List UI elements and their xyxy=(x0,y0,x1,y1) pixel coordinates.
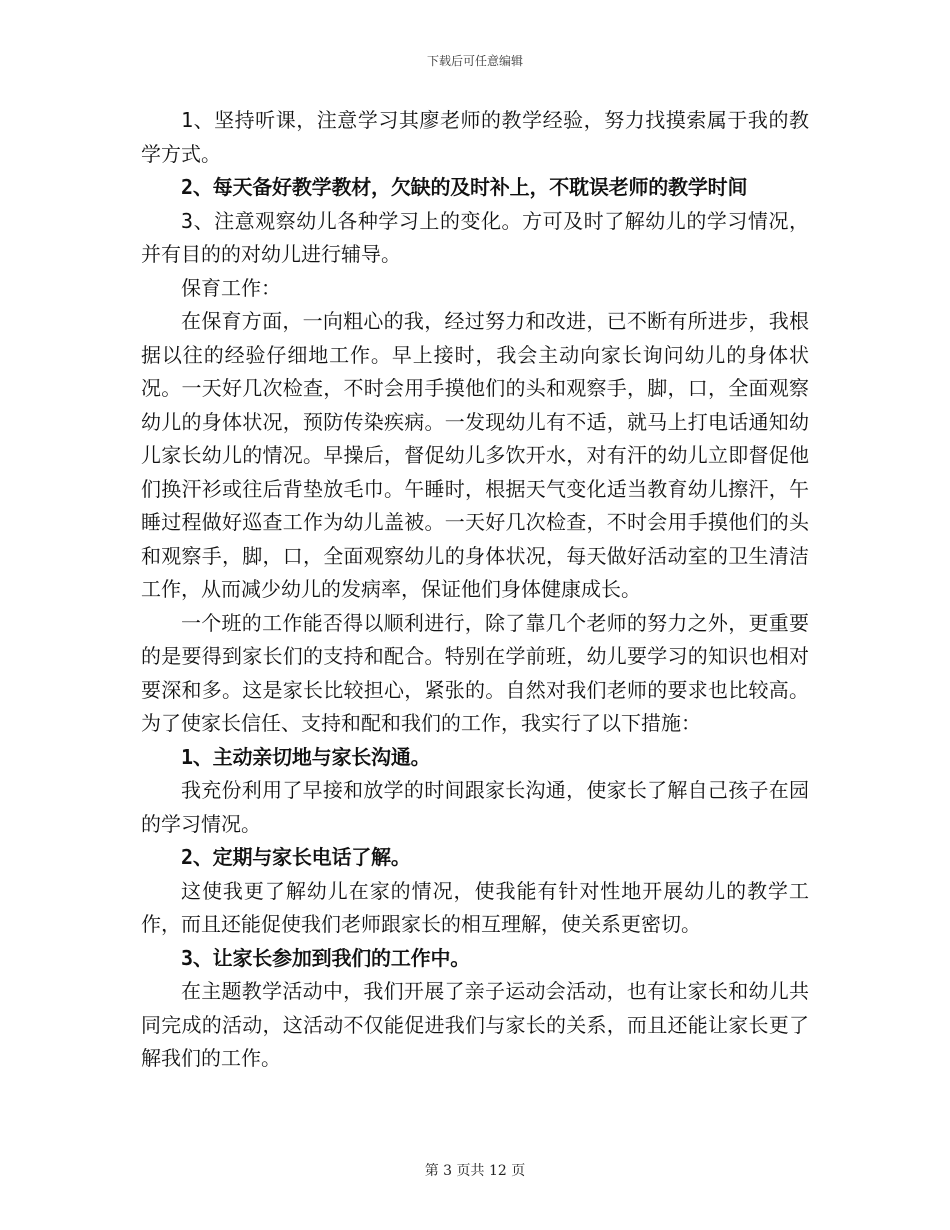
paragraph-5: 在保育方面，一向粗心的我，经过努力和改进，已不断有所进步，我根据以往的经验仔细地工作。早上接时，我会主动向家长询问幼儿的身体状况。一天好几次检查，不时会用手摸他们的头和观察手，脚，口，全面观察幼儿的身体状况，预防传染疾病。一发现幼儿有不适，就马上打电话通知幼儿家长幼儿的情况。早操后，督促幼儿多饮开水，对有汗的幼儿立即督促他们换汗衫或往后背垫放毛巾。午睡时，根据天气变化适当教育幼儿擦汗，午睡过程做好巡查工作为幼儿盖被。一天好几次检查，不时会用手摸他们的头和观察手，脚，口，全面观察幼儿的身体状况，每天做好活动室的卫生清洁工作，从而减少幼儿的发病率，保证他们身体健康成长。 xyxy=(141,309,809,601)
paragraph-1: 1、坚持听课，注意学习其廖老师的教学经验，努力找摸索属于我的教学方式。 xyxy=(141,108,809,166)
paragraph-6: 一个班的工作能否得以顺利进行，除了靠几个老师的努力之外，更重要的是要得到家长们的支持和配合。特别在学前班，幼儿要学习的知识也相对要深和多。这是家长比较担心，紧张的。自然对我们老师的要求也比较高。为了使家长信任、支持和配和我们的工作，我实行了以下措施： xyxy=(141,610,809,735)
document-body xyxy=(141,104,809,1076)
page-header: 下载后可任意编辑 xyxy=(426,54,523,68)
paragraph-3: 3、注意观察幼儿各种学习上的变化。方可及时了解幼儿的学习情况，并有目的的对幼儿进行辅导。 xyxy=(141,208,809,266)
paragraph-12: 在主题教学活动中，我们开展了亲子运动会活动，也有让家长和幼儿共同完成的活动，这活动不仅能促进我们与家长的关系，而且还能让家长更了解我们的工作。 xyxy=(141,979,809,1070)
measure-heading-2: 2、定期与家长电话了解。 xyxy=(181,845,411,869)
paragraph-2-bold: 2、每天备好教学教材，欠缺的及时补上，不耽误老师的教学时间 xyxy=(181,175,748,199)
paragraph-10: 这使我更了解幼儿在家的情况，使我能有针对性地开展幼儿的教学工作，而且还能促使我们老师跟家长的相互理解，使关系更密切。 xyxy=(141,878,809,936)
paragraph-8: 我充份利用了早接和放学的时间跟家长沟通，使家长了解自己孩子在园的学习情况。 xyxy=(141,778,809,836)
section-heading-baoyu: 保育工作： xyxy=(181,275,281,300)
measure-heading-1: 1、主动亲切地与家长沟通。 xyxy=(181,744,431,769)
page-footer: 第 3 页共 12 页 xyxy=(424,1163,526,1179)
measure-heading-3: 3、让家长参加到我们的工作中。 xyxy=(181,945,471,970)
